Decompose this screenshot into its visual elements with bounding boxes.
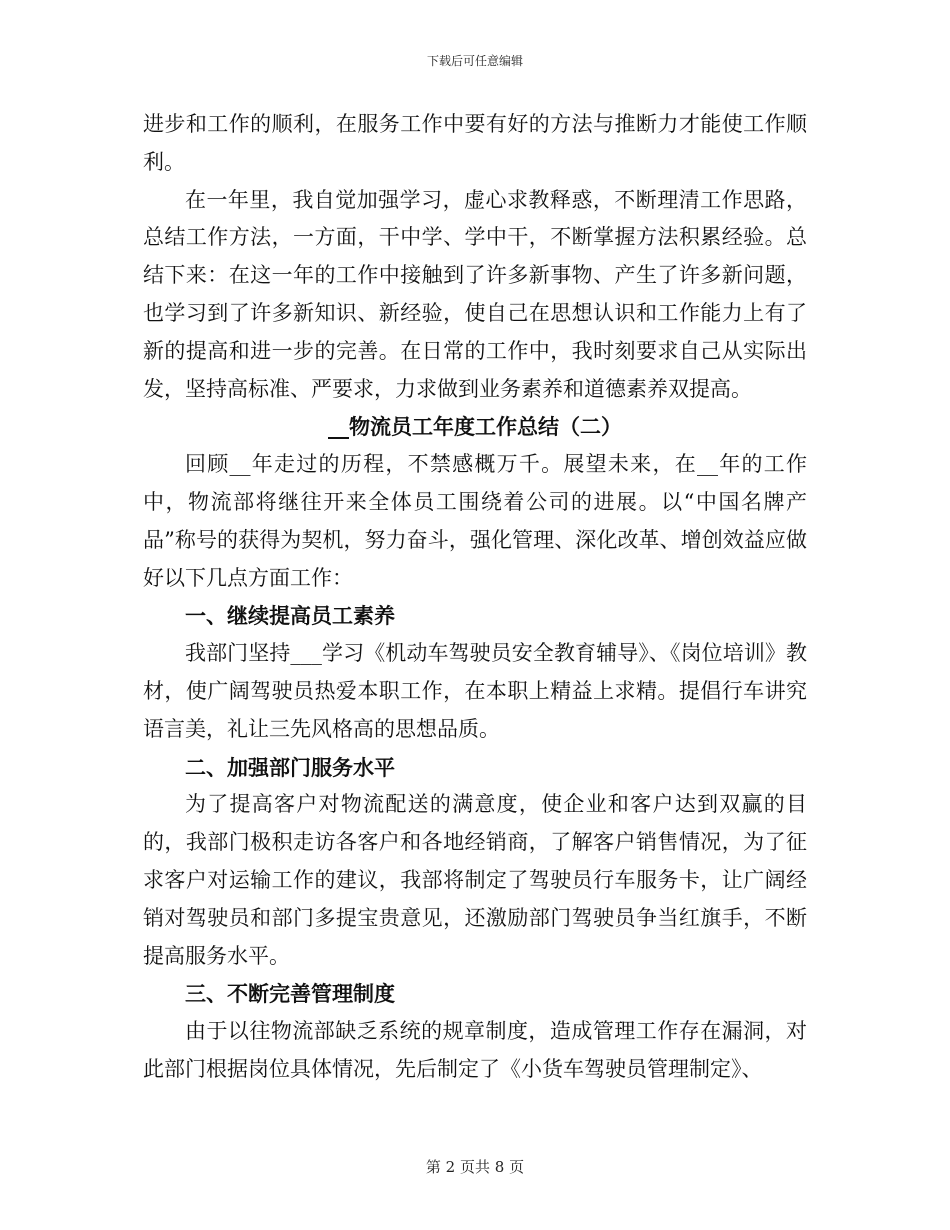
section-title: __物流员工年度工作总结（二） (328, 414, 622, 440)
heading-2: 二、加强部门服务水平 (185, 754, 395, 780)
heading-3: 三、不断完善管理制度 (185, 981, 395, 1007)
paragraph-6: 由于以往物流部缺乏系统的规章制度，造成管理工作存在漏洞，对此部门根据岗位具体情况，先后制定了《小货车驾驶员管理制定》、 (143, 1019, 807, 1081)
paragraph-5: 为了提高客户对物流配送的满意度，使企业和客户达到双赢的目的，我部门极积走访各客户和各地经销商，了解客户销售情况，为了征求客户对运输工作的建议，我部将制定了驾驶员行车服务卡，让广阔经销对驾驶员和部门多提宝贵意见，还激励部门驾驶员争当红旗手，不断提高服务水平。 (143, 792, 807, 968)
paragraph-1: 进步和工作的顺利，在服务工作中要有好的方法与推断力才能使工作顺利。 (143, 112, 807, 174)
page-footer: 第 2 页共 8 页 (425, 1158, 525, 1176)
paragraph-4: 我部门坚持___学习《机动车驾驶员安全教育辅导》、《岗位培训》教材，使广阔驾驶员热爱本职工作，在本职上精益上求精。提倡行车讲究语言美，礼让三先风格高的思想品质。 (143, 641, 807, 741)
page-header: 下载后可任意编辑 (426, 54, 523, 68)
document-body (143, 106, 807, 1089)
paragraph-3: 回顾__年走过的历程，不禁感概万千。展望未来，在__年的工作中，物流部将继往开来全体员工围绕着公司的进展。以“中国名牌产品”称号的获得为契机，努力奋斗，强化管理、深化改革、增创效益应做好以下几点方面工作： (143, 452, 807, 590)
paragraph-2: 在一年里，我自觉加强学习，虚心求教释惑，不断理清工作思路，总结工作方法，一方面，干中学、学中干，不断掌握方法积累经验。总结下来：在这一年的工作中接触到了许多新事物、产生了许多新问题，也学习到了许多新知识、新经验，使自己在思想认识和工作能力上有了新的提高和进一步的完善。在日常的工作中，我时刻要求自己从实际出发，坚持高标准、严要求，力求做到业务素养和道德素养双提高。 (143, 187, 807, 401)
heading-1: 一、继续提高员工素养 (185, 603, 395, 629)
